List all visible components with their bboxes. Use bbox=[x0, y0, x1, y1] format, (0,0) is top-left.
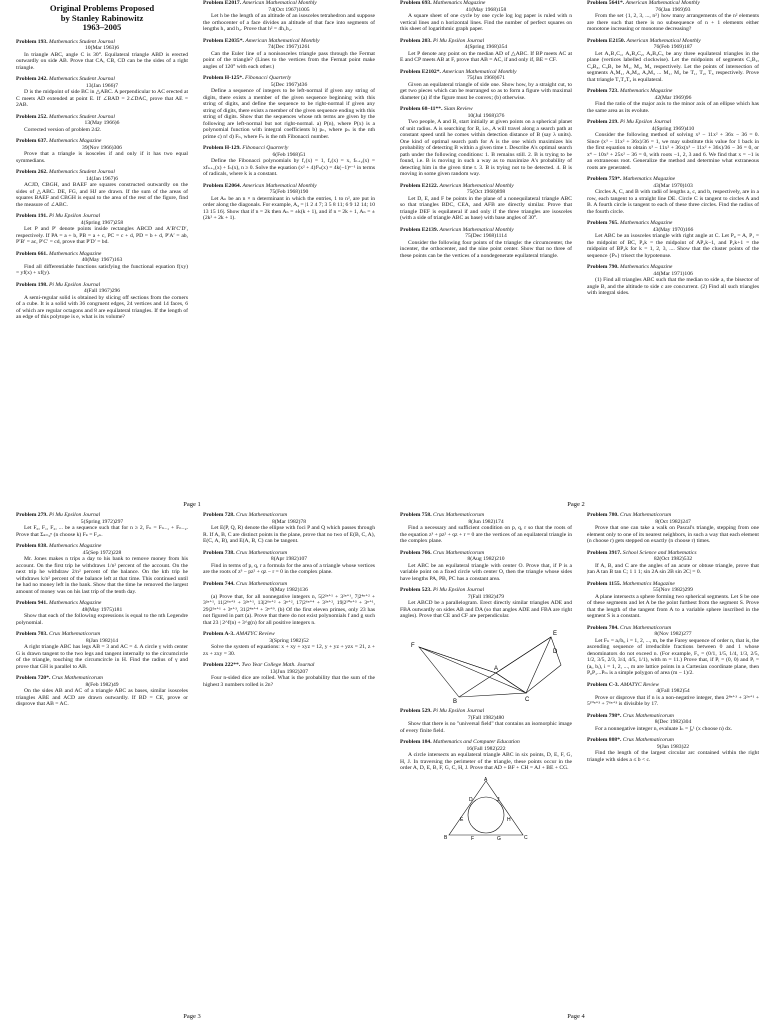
problem-source: Crux Mathematicorum bbox=[620, 624, 672, 631]
problem-citation: 6(Feb 1968)51 bbox=[272, 151, 306, 158]
tri-label-f: F bbox=[471, 835, 475, 841]
problem-entry bbox=[16, 169, 188, 208]
problem-source: Crux Mathematicorum bbox=[236, 549, 288, 556]
problem-source: American Mathematical Monthly bbox=[242, 0, 317, 6]
problem-entry bbox=[400, 69, 572, 102]
page-number: Page 1 bbox=[183, 501, 201, 508]
problem-number: Problem 661. bbox=[16, 250, 48, 257]
problem-citation: 8(Dec 1982)304 bbox=[654, 719, 692, 725]
problem-citation: 55(Nov 1982)299 bbox=[653, 587, 693, 593]
problem-number: Problem 941. bbox=[16, 600, 48, 606]
document-title: Original Problems Proposed by Stanley Rabinowitz 1963–2005 bbox=[49, 3, 155, 33]
problem-statement: A semi-regular solid is obtained by slicing off sections from the corners of a cube. It is a solid with 36 congruent edges, 24 vertices and 14 faces, 6 of which are regular octagons and 8 are equilateral triangles. If the length of an edge of this polytope is e, what is its volume? bbox=[16, 294, 188, 321]
page-2 bbox=[384, 0, 768, 512]
problem-citation: 7(Fall 1982)480 bbox=[467, 714, 505, 721]
problem-entry bbox=[587, 682, 759, 708]
page-number: Page 3 bbox=[183, 1013, 201, 1020]
problem-source: Crux Mathematicorum bbox=[433, 512, 485, 518]
problem-entry bbox=[587, 713, 759, 733]
problem-entry bbox=[16, 543, 188, 595]
problem-source: American Mathematical Monthly bbox=[626, 37, 701, 44]
problem-number: Problem 68–11**. bbox=[400, 106, 443, 112]
problem-citation: 13(Jan 1966)7 bbox=[85, 82, 119, 89]
problem-entry bbox=[400, 587, 572, 620]
problem-entry bbox=[203, 145, 375, 178]
problem-source: Crux Mathematicorum bbox=[49, 631, 101, 637]
problem-statement: Show that each of the following expressions is equal to the nth Legendre polynomial. bbox=[16, 613, 188, 626]
problem-statement: Let ABCD be a parallelogram. Erect directly similar triangles ADE and FBA outwardly on sides AB and DA (so that angles ADE and FBA are right angles). Prove that CE and CF are perpendicular. bbox=[400, 600, 572, 619]
problem-entry bbox=[587, 737, 759, 763]
problem-citation: 41(May 1968)158 bbox=[465, 6, 507, 13]
problem-statement: Find all differentiable functions satisfying the functional equation f(xy) = yf(x) + xf(y). bbox=[16, 263, 188, 277]
tri-label-d: D bbox=[469, 796, 473, 803]
problem-citation: 76(Feb 1969)187 bbox=[653, 44, 693, 50]
problem-citation: 8(Aug 1982)210 bbox=[467, 556, 505, 562]
problem-citation: 82(Oct 1982)532 bbox=[653, 556, 693, 562]
problem-statement: On the sides AB and AC of a triangle ABC as bases, similar isosceles triangles ABE and ACD are drawn outwardly. If BD = CE, prove or disprove that AB = AC. bbox=[16, 688, 188, 707]
page-1-right-column bbox=[203, 0, 375, 494]
problem-number: Problem 242. bbox=[16, 76, 48, 83]
problem-number: Problem 279. bbox=[16, 512, 48, 518]
tri-label-a: A bbox=[484, 776, 488, 783]
problem-source: Pi Mu Epsilon Journal bbox=[433, 587, 485, 593]
problem-citation: 8(Oct 1982)247 bbox=[655, 518, 691, 525]
problem-citation: 4(Spring 1968)354 bbox=[464, 44, 508, 50]
problem-source: American Mathematical Monthly bbox=[245, 37, 320, 44]
problem-citation: 75(Oct 1968)898 bbox=[466, 189, 506, 195]
parallelogram-diagram bbox=[401, 625, 571, 703]
problem-statement: Let Aₙ be an n × n determinant in which the entries, 1 to n², are put in order along the diagonals. For example, A₄ = |1 2 4 7; 3 5 8 11; 6 9 12 14; 10 13 15 16|. Show that if n = 2k then Aₙ = ±k(k + 1), and if n = 2k + 1, Aₙ = ±(2k² + 2k + 1). bbox=[203, 195, 375, 221]
fig-label-b: B bbox=[453, 698, 458, 703]
problem-citation: 8(Jun 1982)174 bbox=[468, 518, 504, 525]
page-3 bbox=[0, 512, 384, 1024]
problem-number: Problem 222**. bbox=[203, 662, 241, 668]
problem-statement: A square sheet of one cycle by one cycle log log paper is ruled with n vertical lines and n horizontal lines. Find the number of perfect squares on this sheet of logarithmic graph paper. bbox=[400, 13, 572, 32]
problem-entry bbox=[400, 550, 572, 583]
problem-entry bbox=[587, 176, 759, 215]
problem-citation: 5(Spring 1972)297 bbox=[80, 518, 124, 525]
problem-entry bbox=[587, 220, 759, 259]
problem-source: American Mathematical Monthly bbox=[625, 0, 700, 6]
problem-entry bbox=[400, 106, 572, 178]
problem-statement: Let ABC be an isosceles triangle with right angle at C. Let P₀ = A, P₁ = the midpoint of BC, P₂k = the midpoint of AP₂k−1, and P₂k+1 = the midpoint of BP₂k for k = 1, 2, 3, .... Show that the cluster points of the sequence {Pₙ} trisect the hypotenuse. bbox=[587, 233, 759, 259]
problem-statement: A plane intersects a sphere forming two spherical segments. Let S be one of these segments and let A be the point furthest from the segment S. Prove that the length of the tangent from A to a variable sphere inscribed in the segment S is a constant. bbox=[587, 593, 759, 619]
tri-label-g: G bbox=[497, 835, 501, 841]
problem-source: Crux Mathematicorum bbox=[433, 549, 485, 556]
problem-number: Problem 758. bbox=[400, 512, 432, 518]
problem-statement: Circles A, C, and B with radii of lengths a, c, and b, respectively, are in a row, each tangent to a straight line DE. Circle C is tangent to circles A and B. A fourth circle is tangent to each of these three circles. Find the radius of the fourth circle. bbox=[587, 189, 759, 215]
problem-number: Problem E2150. bbox=[587, 37, 626, 44]
problem-citation: 48(May 1975)181 bbox=[81, 606, 123, 613]
problem-entry bbox=[16, 114, 188, 134]
problem-statement: Find a necessary and sufficient condition on p, q, r so that the roots of the equation z³ + pz² + qz + r = 0 are the vertices of an equilateral triangle in the complex plane. bbox=[400, 525, 572, 544]
fig-label-f: F bbox=[411, 642, 415, 649]
problem-citation: 75(Dec 1968)1114 bbox=[465, 233, 507, 239]
page-3-left-column bbox=[16, 512, 188, 1006]
problem-entry bbox=[16, 675, 188, 708]
problem-number: Problem 738. bbox=[203, 549, 235, 556]
problem-citation: 4(Spring 1967)258 bbox=[80, 219, 124, 226]
problem-statement: Define the Fibonacci polynomials by f₁(x) = 1, f₂(x) = x, fₙ₊₂(x) = xfₙ₊₁(x) + fₙ(x), n ≥ 0. Solve the equation (x² + 4)f²ₙ(x) = 4k(−1)ⁿ⁻¹ in terms of radicals, where k is a constant. bbox=[203, 158, 375, 177]
problem-citation: 39(Nov 1966)306 bbox=[82, 144, 122, 151]
problem-source: Pi Mu Epsilon Journal bbox=[433, 37, 485, 44]
page-4-left-column bbox=[400, 512, 572, 1006]
problem-number: Problem A-3. bbox=[203, 631, 235, 637]
problem-source: American Mathematical Monthly bbox=[439, 182, 514, 189]
problem-entry bbox=[16, 600, 188, 626]
problem-statement: Mr. Jones makes n trips a day to his bank to remove money from his account. On the first trip he withdraws 1/n² percent of the account. On the next trip he withdraw 2/n² percent of the balance. On the kth trip he withdraws k/n² percent of the balance left at that time. This continued until he had no money left in the bank. Show that the time he removed the largest amount of money was on his last trip of the tenth day. bbox=[16, 556, 188, 595]
problem-citation: 8(Jan 1982)14 bbox=[85, 637, 119, 644]
tri-label-c: C bbox=[524, 834, 528, 841]
page-4-right-column bbox=[587, 512, 759, 1006]
problem-entry bbox=[587, 38, 759, 84]
problem-source: Mathematics Magazine bbox=[433, 0, 486, 6]
problem-number: Problem 798*. bbox=[587, 712, 622, 719]
problem-number: Problem 766. bbox=[400, 549, 432, 556]
problem-entry bbox=[16, 512, 188, 538]
problem-citation: 4(Fall 1982)54 bbox=[656, 688, 690, 694]
problem-statement: From the set {1, 2, 3, ..., n²} how many arrangements of the n² elements are there such that there is no subsequence of n + 1 elements either monotone increasing or monotone decreasing? bbox=[587, 13, 759, 32]
problem-source: Mathematics Magazine bbox=[622, 580, 675, 587]
problem-statement: Solve the system of equations: x + xy + xyz = 12, y + yz + yzx = 21, z + zx + zxy = 30. bbox=[203, 644, 375, 657]
problem-statement: Let ABC be an equilateral triangle with center O. Prove that, if P is a variable point on a fixed circle with center O, then the triangle whose sides have lengths PA, PB, PC has a constant area. bbox=[400, 562, 572, 582]
problem-source: Siam Review bbox=[443, 106, 473, 112]
problem-citation: 44(Mar 1971)106 bbox=[653, 270, 693, 277]
tri-label-e: E bbox=[460, 816, 464, 823]
problem-number: Problem 759*. bbox=[587, 176, 622, 182]
problem-number: Problem 790. bbox=[587, 264, 619, 270]
problem-entry bbox=[400, 183, 572, 222]
problem-source: Mathematics Magazine bbox=[622, 176, 676, 182]
problem-statement: D is the midpoint of side BC in △ABC. A perpendicular to AC erected at C meets AD extended at point E. If ∠BAD = 2∠DAC, prove that AE = 2AB. bbox=[16, 89, 188, 109]
problem-number: Problem 720*. bbox=[16, 675, 51, 681]
problem-number: Problem 5641*. bbox=[587, 0, 625, 6]
problem-source: AMATYC Review bbox=[620, 681, 660, 688]
problem-statement: Four n-sided dice are rolled. What is the probability that the sum of the highest 3 numbers rolled is 2n? bbox=[203, 675, 375, 688]
problem-citation: 45(Sep 1972)228 bbox=[82, 549, 122, 556]
problem-number: Problem 808*. bbox=[587, 737, 622, 743]
problem-source: Mathematics Student Journal bbox=[49, 76, 115, 83]
problem-citation: 7(Fall 1982)479 bbox=[467, 593, 505, 600]
problem-number: Problem E2139. bbox=[400, 226, 439, 233]
problem-citation: 8(Mar 1982)78 bbox=[271, 518, 307, 525]
problem-source: Pi Mu Epsilon Journal bbox=[49, 281, 101, 288]
problem-statement: Find in terms of p, q, r a formula for the area of a triangle whose vertices are the roots of z³ − pz² + qz − r = 0 in the complex plane. bbox=[203, 562, 375, 575]
problem-entry bbox=[587, 512, 759, 545]
problem-statement: ACJD, CBGH, and BAEF are squares constructed outwardly on the sides of △ABC. DE, FG, and HJ are drawn. If the sum of the areas of squares BAEF and CBGH is equal to the area of the rest of the figure, find the measure of ∠ABC. bbox=[16, 182, 188, 208]
problem-citation: 13(Jun 1982)207 bbox=[269, 668, 309, 675]
page-1-left-column bbox=[16, 0, 188, 494]
problem-source: American Mathematical Monthly bbox=[242, 182, 317, 189]
problem-number: Problem 252. bbox=[16, 113, 48, 120]
problem-number: Problem E2064. bbox=[203, 182, 242, 189]
problem-statement: Let P and P′ denote points inside rectangles ABCD and A′B′C′D′, respectively. If PA = a + b, PB = a + c, PC = c + d, PD = b + d, P′A′ = ab, P′B′ = ac, P′C′ = cd, prove that P′D′ = bd. bbox=[16, 226, 188, 246]
problem-statement: Consider the following method of solving x³ − 11x² + 36x − 36 = 0. Since (x³ − 11x² + 36x)/36 = 1, we may substitute this value for 1 back in the first equation to obtain x³ − 11x² + 36x(x³ − 11x² + 36x)/36 − 36 = 0, or x⁴ − 10x³ + 25x² − 36 = 0, with roots −1, 2, 3 and 6. We find that x = −1 is an extraneous root. Generalize the method and determine what extraneous roots are generated. bbox=[587, 132, 759, 171]
fig-label-d: D bbox=[553, 648, 558, 655]
problem-citation: 14(Jan 1967)6 bbox=[85, 175, 119, 182]
problem-entry bbox=[203, 38, 375, 71]
problem-number: Problem C-3. bbox=[587, 681, 619, 688]
problem-entry bbox=[203, 183, 375, 222]
problem-number: Problem 3917. bbox=[587, 549, 622, 556]
problem-citation: 9(Jan 1983)22 bbox=[656, 743, 690, 750]
problem-statement: Define a sequence of integers to be left-normal if given any string of digits, there exists a member of the given sequence beginning with this string of digits, and define the sequence to be right-normal if given any string of digits, there exists a member of the given sequence ending with this string of digits. Show that the sequences whose nth terms are given by the following are left-normal but not right-normal. a) P(n), where P(x) is a polynomial function with integral coefficients b) pₙ, where pₙ is the nth prime c) n! d) Fₙ, where Fₙ is the nth Fibonacci number. bbox=[203, 88, 375, 140]
problem-statement: Let A₁B₁C₁, A₂B₂C₂, A₃B₃C₃ be any three equilateral triangles in the plane (vertices labelled clockwise). Let the midpoints of segments C₁B₂, C₂B₃, C₃B₁ be M₁, M₂, M₃ respectively. Let the points of intersection of segments A₁M₁, A₂M₂, A₃M₃ ... M₁, M₂ be T₁, T₂, T₃ respectively. Prove that triangle T₁T₂T₃ is equilateral. bbox=[587, 50, 759, 83]
fig-label-c: C bbox=[525, 696, 530, 703]
problem-citation: 10(Mar 1963)6 bbox=[84, 45, 120, 52]
problem-statement: Prove that a triangle is isosceles if and only if it has two equal symmedians. bbox=[16, 151, 188, 164]
problem-source: Mathematics Student Journal bbox=[49, 169, 115, 176]
problem-statement: In triangle ABC, angle C is 30°. Equilateral triangle ABD is erected outwardly on side AB. Prove that CA, CB, CD can be the sides of a right triangle. bbox=[16, 51, 188, 71]
problem-citation: 76(Jan 1969)93 bbox=[655, 6, 691, 13]
problem-source: Crux Mathematicorum bbox=[622, 737, 674, 743]
problem-entry bbox=[16, 213, 188, 246]
problem-number: Problem 523. bbox=[400, 587, 432, 593]
problem-citation: 74(Oct 1967)1005 bbox=[268, 6, 310, 13]
problem-entry bbox=[203, 631, 375, 657]
problem-entry bbox=[587, 119, 759, 171]
problem-citation: 40(May 1967)163 bbox=[81, 257, 123, 264]
problem-statement: If A, B, and C are the angles of an acute or obtuse triangle, prove that |tan A tan B tan C; 1 1 1; sin 2A sin 2B sin 2C| = 0. bbox=[587, 562, 759, 575]
problem-number: Problem 203. bbox=[400, 37, 432, 44]
problem-source: Crux Mathematicorum bbox=[620, 512, 672, 518]
problem-citation: 42(Mar 1969)96 bbox=[654, 94, 692, 101]
problem-source: Pi Mu Epsilon Journal bbox=[433, 708, 485, 714]
page-number: Page 2 bbox=[567, 501, 585, 508]
problem-entry bbox=[587, 264, 759, 297]
fig-label-a: A bbox=[494, 665, 499, 672]
problem-entry bbox=[203, 0, 375, 33]
problem-statement: Find the ratio of the major axis to the minor axis of an ellipse which has the same area as its evolute. bbox=[587, 101, 759, 114]
problem-number: Problem 191. bbox=[16, 213, 48, 220]
problem-citation: 13(May 1966)6 bbox=[84, 120, 120, 127]
problem-citation: 8(Nov 1982)277 bbox=[654, 631, 692, 637]
problem-citation: 16(Fall 1982)222 bbox=[466, 745, 506, 752]
problem-statement: Consider the following four points of the triangle: the circumcenter, the incenter, the orthocenter, and the nine point center. Show that no three of these points can be the vertices of a nondegenerate equilateral triangle. bbox=[400, 239, 572, 259]
problem-number: Problem 765. bbox=[587, 220, 619, 226]
triangle-circle-figure bbox=[400, 777, 572, 844]
problem-number: Problem 784. bbox=[587, 624, 619, 631]
problem-source: Mathematics Student Journal bbox=[49, 38, 115, 45]
problem-citation: 75(Jun 1968)671 bbox=[466, 75, 506, 81]
problem-statement: Prove or disprove that if n is a non-negative integer, then 2⁸ⁿ⁺³ + 3²ⁿ⁺¹ + 5¹⁰ⁿ⁺³ + 7⁶ⁿ⁺³ is divisible by 17. bbox=[587, 694, 759, 707]
tri-label-j: J bbox=[497, 796, 500, 803]
page-2-right-column bbox=[587, 0, 759, 494]
problem-statement: Given an equilateral triangle of side one. Show how, by a straight cut, to get two pieces which can be rearranged so as to form a figure with maximal diameter (a) if the figure must be convex; (b) otherwise. bbox=[400, 81, 572, 101]
problem-source: Mathematics Magazine bbox=[620, 264, 673, 270]
problem-number: Problem 262. bbox=[16, 169, 48, 176]
problem-entry bbox=[587, 550, 759, 576]
problem-entry bbox=[16, 76, 188, 109]
problem-number: Problem 838. bbox=[16, 543, 48, 549]
problem-entry bbox=[16, 138, 188, 164]
problem-statement: Two people, A and B, start initially at given points on a spherical planet of unit radius. A is searching for B, i.e., A will travel along a search path at constant speed until he comes within detection distance of B (say λ units). One kind of optimal search path for A is the one which maximizes his probability of detecting B within a given time t. Describe A's optimal search path under the following conditions: 1. B remains still. 2. B is trying to be found, i.e. B is moving in such a way as to maximize A's probability of detecting him in the given time t. 3. B is trying not to be detected. 4. B is moving in some given random way. bbox=[400, 119, 572, 177]
problem-entry bbox=[587, 581, 759, 620]
problem-source: Mathematics Magazine bbox=[49, 600, 102, 606]
tri-label-h: H bbox=[507, 816, 511, 823]
problem-citation: 43(May 1970)166 bbox=[652, 226, 694, 233]
problem-citation: 5(Dec 1967)436 bbox=[270, 81, 308, 88]
problem-entry bbox=[400, 512, 572, 545]
problem-source: Mathematics Magazine bbox=[49, 250, 102, 257]
problem-number: Problem 728. bbox=[203, 512, 235, 518]
problem-statement: Can the Euler line of a nonisosceles triangle pass through the Fermat point of the triangle? (Lines to the vertices from the Fermat point make angles of 120° with each other.) bbox=[203, 50, 375, 70]
problem-number: Problem E2102*. bbox=[400, 68, 441, 75]
problem-entry bbox=[587, 88, 759, 114]
problem-citation: 4(Fall 1967)296 bbox=[83, 288, 121, 295]
tri-label-b: B bbox=[444, 834, 448, 841]
problem-statement: For a nonnegative integer n, evaluate Iₙ = ∫₀¹ (x choose n) dx. bbox=[595, 725, 733, 732]
problem-statement: Let h be the length of an altitude of an isosceles tetrahedron and suppose the orthocenter of a face divides an altitude of that face into segments of lengths h₁ and h₂. Prove that h² = 4h₁h₂. bbox=[203, 13, 375, 32]
problem-source: Crux Mathematicorum bbox=[236, 580, 288, 587]
problem-statement: A circle intersects an equilateral triangle ABC in six points, D, E, F, G, H, J. In traversing the perimeter of the triangle, these points occur in the order A, D, E, B, F, G, C, H, J. Prove that AD + BF + CH = AJ + BE + CG. bbox=[400, 752, 572, 771]
page-1 bbox=[0, 0, 384, 512]
problem-number: Problem 693. bbox=[400, 0, 432, 6]
problem-entry bbox=[587, 0, 759, 33]
problem-citation: 75(Feb 1968)190 bbox=[269, 189, 309, 195]
problem-statement: Let E(P, Q, R) denote the ellipse with foci P and Q which passes through R. If A, B, C are distinct points in the plane, prove that no two of E(B, C, A), E(C, A, B), and E(A, B, C) can be tangent. bbox=[203, 525, 375, 544]
problem-source: Mathematics Magazine bbox=[620, 88, 673, 94]
problem-statement: (1) Find all triangles ABC such that the median to side a, the bisector of angle B, and the altitude to side c are concurrent. (2) Find all such triangles with integral sides. bbox=[587, 277, 759, 296]
problem-source: Fibonacci Quarterly bbox=[242, 145, 289, 151]
problem-citation: 8(Feb 1982)49 bbox=[85, 681, 119, 688]
problem-entry bbox=[587, 625, 759, 677]
problem-source: Pi Mu Epsilon Journal bbox=[49, 213, 101, 220]
problem-source: American Mathematical Monthly bbox=[442, 68, 517, 75]
page-number: Page 4 bbox=[567, 1013, 585, 1020]
problem-source: Pi Mu Epsilon Journal bbox=[620, 119, 672, 125]
parallelogram-figure bbox=[400, 625, 572, 706]
problem-citation: 74(Dec 1967)1261 bbox=[267, 44, 311, 50]
problem-entry bbox=[203, 75, 375, 140]
problem-entry bbox=[203, 512, 375, 545]
problem-entry bbox=[203, 550, 375, 576]
problem-statement: Let F₀, F₁, F₂, ... be a sequence such that for n ≥ 2, Fₙ = Fₙ₋₁ + Fₙ₋₂. Prove that Σₖ₌₀ⁿ (n choose k) Fₖ = F₂ₙ. bbox=[16, 525, 188, 538]
problem-number: Problem 637. bbox=[16, 138, 48, 145]
problem-entry bbox=[400, 739, 572, 772]
problem-entry bbox=[400, 38, 572, 64]
problem-citation: 43(Mar 1970)103 bbox=[653, 182, 693, 189]
problem-number: Problem E2017. bbox=[203, 0, 242, 6]
problem-source: Fibonacci Quarterly bbox=[245, 75, 292, 81]
problem-source: Mathematics and Computer Education bbox=[433, 739, 520, 745]
problem-citation: 4(Spring 1969)410 bbox=[651, 125, 695, 132]
problem-number: Problem 198. bbox=[16, 281, 48, 288]
problem-source: Mathematics Student Journal bbox=[49, 113, 115, 120]
problem-citation: 8(Apr 1982)107 bbox=[270, 556, 308, 562]
fig-label-e: E bbox=[553, 630, 558, 637]
problem-entry bbox=[203, 662, 375, 688]
problem-entry bbox=[400, 708, 572, 734]
problem-source: Crux Mathematicorum bbox=[236, 512, 288, 518]
problem-statement: Let Fₙ = aᵢ/bᵢ, i = 1, 2, ..., m, be the Farey sequence of order n, that is, the ascending sequence of irreducible fractions between 0 and 1 whose denominators do not exceed n. (For example, F₅ = (0/1, 1/5, 1/4, 1/3, 2/5, 1/2, 3/5, 2/3, 3/4, 4/5, 1/1), with m = 11.) Prove that, if Pᵢ = (0, 0) and Pᵢ = (aᵢ, bᵢ), i = 1, 2, ..., m are lattice points in a Cartesian coordinate plane, then P₀P₁...Pₘ is a simple polygon of area (m − 1)/2. bbox=[587, 637, 759, 676]
problem-citation: 10(Jul 1968)376 bbox=[467, 112, 505, 119]
problem-statement: A right triangle ABC has legs AB = 3 and AC = 4. A circle γ with center G is drawn tangent to the two legs and tangent internally to the circumcircle of the triangle, touching the circumcircle in H. Find the radius of γ and prove that GH is parallel to AB. bbox=[16, 644, 188, 670]
problem-statement: (a) Prove that, for all nonnegative integers n, 5|2²ⁿ⁺¹ + 3²ⁿ⁺¹, 7|2⁴ⁿ⁺² + 3²ⁿ⁺¹, 11|2⁶ⁿ⁺³ + 3²ⁿ⁺¹, 13|2⁶ⁿ⁺² + 3ⁿ⁺², 17|2⁶ⁿ⁺⁴ + 3²ⁿ⁺², 19|2¹⁰ⁿ⁺³ + 3ⁿ⁺¹, 29|2⁵ⁿ⁺¹ + 3ⁿ⁺³, 31|2⁴ⁿ⁺⁴ + 3ⁿ⁺⁹. (b) Of the first eleven primes, only 23 has not figured in part (a). Prove that there do not exist polynomials f and g such that 23 | 2^f(n) + 3^g(n) for all positive integers n. bbox=[203, 593, 375, 626]
problem-entry bbox=[400, 0, 572, 33]
problem-entry bbox=[16, 631, 188, 670]
problem-source: Pi Mu Epsilon Journal bbox=[49, 512, 101, 518]
problem-number: Problem H-129. bbox=[203, 145, 241, 151]
problem-number: Problem 184. bbox=[400, 739, 432, 745]
page-3-right-column bbox=[203, 512, 375, 1006]
problem-source: Two Year College Math. Journal bbox=[241, 662, 315, 668]
problem-entry bbox=[16, 39, 188, 72]
problem-number: Problem 723. bbox=[587, 88, 619, 94]
problem-source: Crux Mathematicorum bbox=[51, 675, 103, 681]
problem-statement: Corrected version of problem 242. bbox=[24, 126, 102, 133]
triangle-circle-diagram bbox=[441, 777, 531, 841]
problem-source: School Science and Mathematics bbox=[622, 549, 697, 556]
problem-citation: 8(May 1982)136 bbox=[270, 587, 308, 593]
problem-source: Crux Mathematicorum bbox=[622, 712, 674, 719]
problem-statement: Find the length of the largest circular arc contained within the right triangle with sides a ≤ b < c. bbox=[587, 750, 759, 763]
problem-number: Problem 193. bbox=[16, 38, 48, 45]
problem-number: Problem 780. bbox=[587, 512, 619, 518]
problem-source: Mathematics Magazine bbox=[49, 138, 102, 145]
problem-source: Mathematics Magazine bbox=[49, 543, 102, 549]
problem-entry bbox=[400, 227, 572, 260]
problem-source: American Mathematical Monthly bbox=[439, 226, 514, 233]
problem-entry bbox=[16, 282, 188, 321]
problem-number: Problem E2122. bbox=[400, 182, 439, 189]
problem-source: AMATYC Review bbox=[236, 631, 275, 637]
problem-entry bbox=[203, 581, 375, 627]
problem-number: Problem 219. bbox=[587, 119, 619, 125]
problem-statement: Let P denote any point on the median AD of △ABC. If BP meets AC at E and CP meets AB at F, prove that AB = AC, if and only if, BE = CF. bbox=[400, 50, 572, 63]
problem-number: Problem E2035*. bbox=[203, 37, 244, 44]
problem-citation: 3(Spring 1982)52 bbox=[269, 637, 309, 644]
problem-number: Problem 1155. bbox=[587, 580, 622, 587]
problem-number: Problem 529. bbox=[400, 708, 432, 714]
problem-number: Problem H-125*. bbox=[203, 75, 244, 81]
page-4 bbox=[384, 512, 768, 1024]
problem-number: Problem 744. bbox=[203, 580, 235, 587]
problem-statement: Let D, E, and F be points in the plane of a nonequilateral triangle ABC so that triangles BDC, CEA, and AFB are directly similar. Prove that triangle DEF is equilateral if and only if the three triangles are isosceles (with a side of triangle ABC as base) with base angles of 30°. bbox=[400, 195, 572, 221]
problem-entry bbox=[16, 251, 188, 277]
problem-number: Problem 703. bbox=[16, 631, 48, 637]
problem-statement: Prove that one can take a walk on Pascal's triangle, stepping from one element only to one of its nearest neighbors, in such a way that each element (n choose r) gets stepped on exactly (n choose r) times. bbox=[587, 525, 759, 544]
page-2-left-column bbox=[400, 0, 572, 494]
problem-statement: Show that there is no "universal field" that contains an isomorphic image of every finite field. bbox=[400, 721, 572, 734]
problem-source: Mathematics Magazine bbox=[620, 220, 673, 226]
